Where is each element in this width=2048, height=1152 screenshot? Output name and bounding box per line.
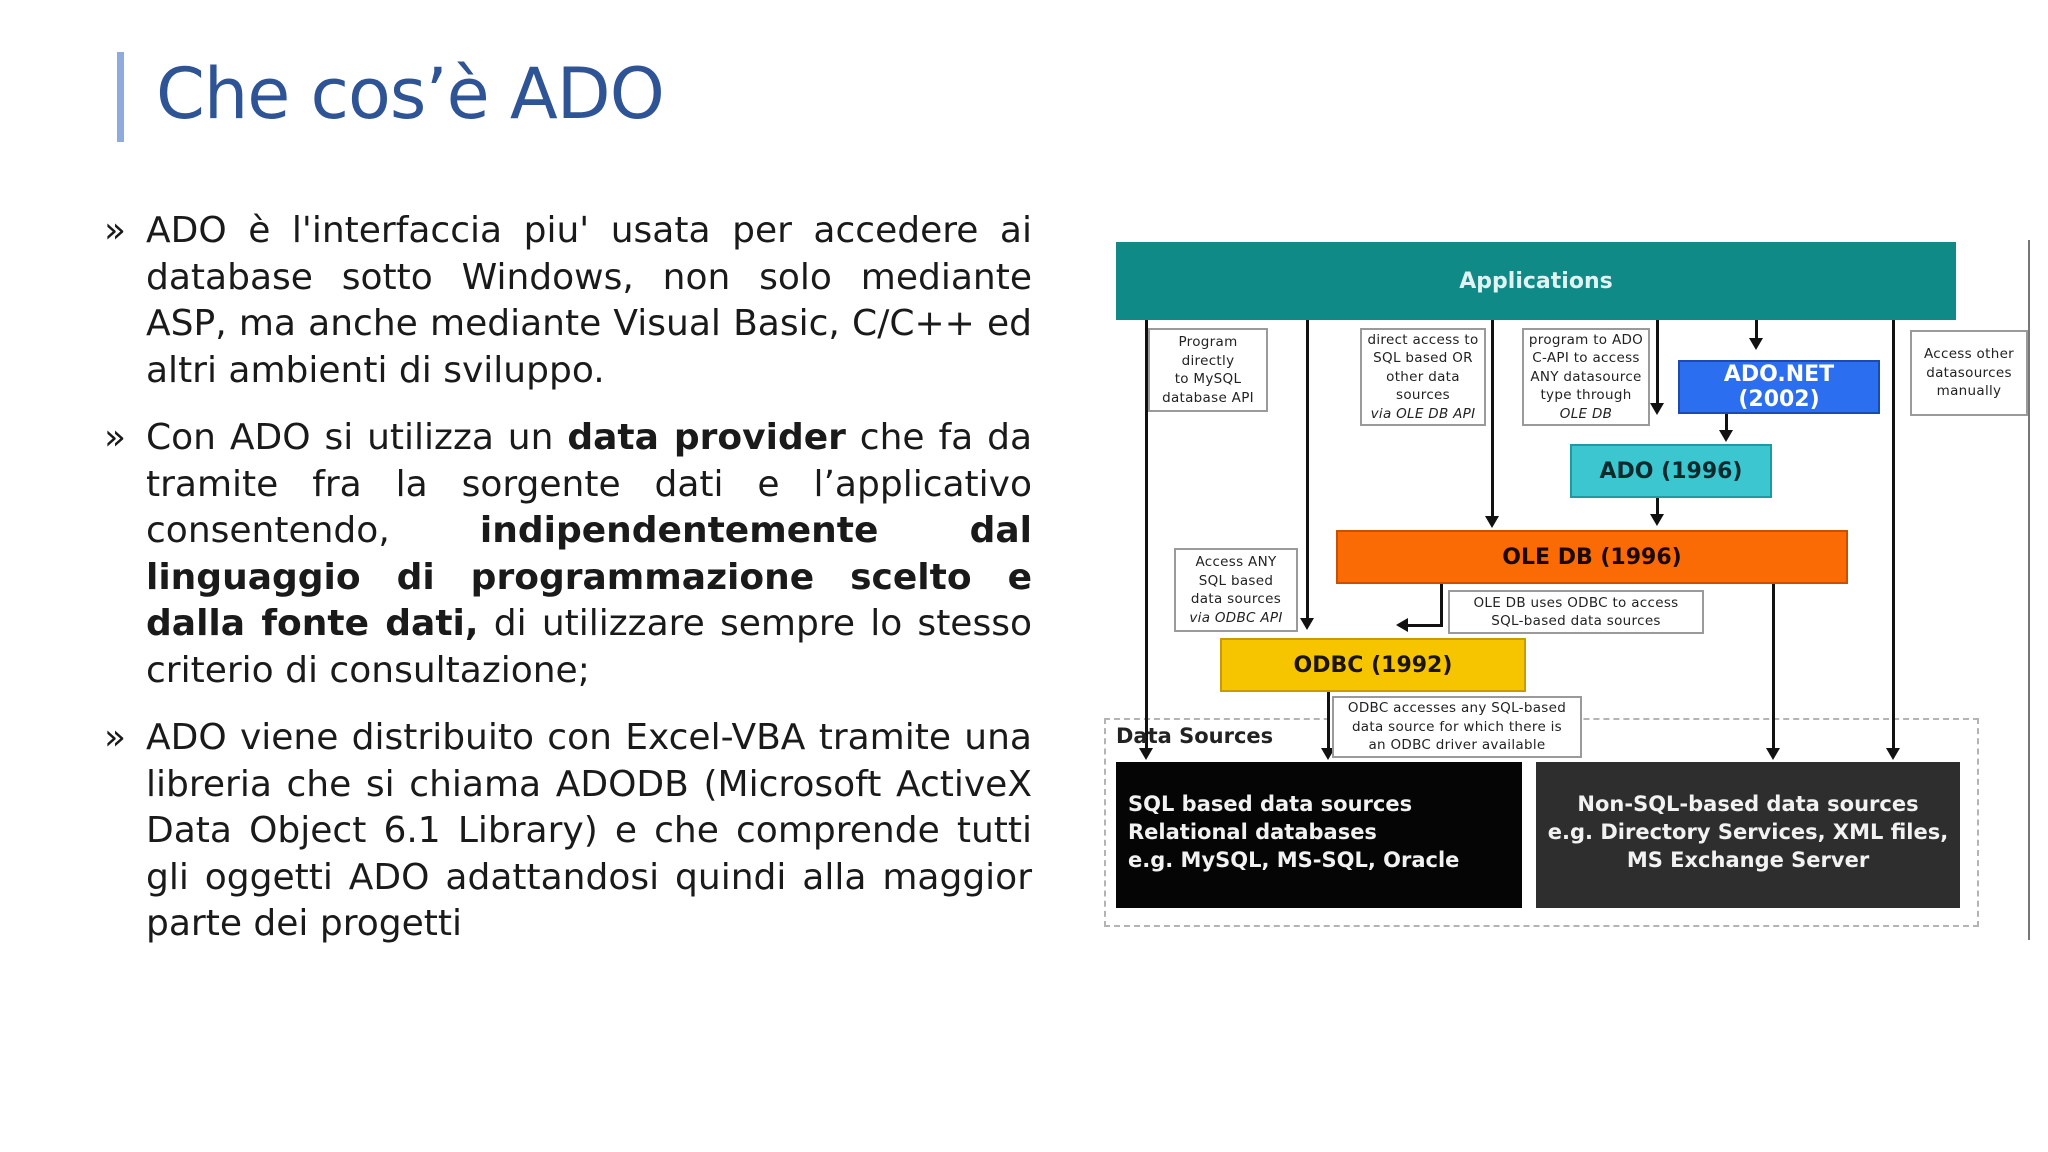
bullet-text: ADO viene distribuito con Excel-VBA tramite una libreria che si chiama ADODB (Microsoft ActiveX Data Object 6.1 Library) e che comprende tutti gli oggetti ADO adattandosi quindi alla maggior parte dei progetti	[146, 717, 1032, 944]
note-line: to MySQL	[1174, 371, 1242, 387]
connector	[1725, 412, 1728, 430]
slide-title: Che cos’è ADO	[156, 53, 664, 135]
arrow-head	[1766, 748, 1780, 760]
nonsql-sources-line: Non-SQL-based data sources	[1577, 792, 1919, 816]
note-program-to-ado	[1522, 328, 1650, 426]
note-line: other data	[1386, 368, 1460, 385]
nonsql-sources-line: e.g. Directory Services, XML files,	[1547, 820, 1949, 844]
note-line: SQL based	[1198, 572, 1274, 589]
ado-architecture-diagram	[1100, 236, 2028, 936]
note-line: ANY datasource	[1530, 368, 1642, 385]
arrow-head	[1650, 514, 1664, 526]
note-mysql-direct	[1148, 328, 1268, 412]
note-line: manually	[1936, 383, 2002, 400]
bullet-text: di utilizzare sempre lo stesso criterio di consultazione;	[146, 603, 1032, 691]
connector	[1491, 316, 1494, 516]
note-access-any-sql	[1174, 548, 1298, 632]
ole-db-box: OLE DB (1996)	[1336, 530, 1848, 584]
ado-net-box: ADO.NET (2002)	[1678, 360, 1880, 414]
note-line: type through	[1540, 387, 1632, 404]
note-line: Access ANY	[1195, 554, 1277, 570]
arrow-head	[1749, 338, 1763, 350]
arrow-head	[1650, 403, 1664, 415]
arrow-head	[1719, 430, 1733, 442]
bullet-item-2	[104, 415, 1032, 694]
sql-sources-line: Relational databases	[1128, 820, 1377, 844]
arrow-head	[1485, 516, 1499, 528]
connector	[1440, 584, 1443, 624]
bullet-item-1	[104, 208, 1032, 394]
bullet-marker: »	[104, 717, 127, 758]
note-line: sources	[1396, 387, 1450, 404]
note-line: program to ADO	[1528, 331, 1644, 348]
sql-data-sources-box	[1116, 762, 1522, 908]
bullet-text: Con ADO si utilizza un	[146, 417, 568, 458]
note-oledb-uses-odbc	[1448, 590, 1704, 634]
note-line: OLE DB uses ODBC to access	[1473, 594, 1679, 611]
note-line: data source for which there is	[1351, 718, 1563, 735]
connector	[1892, 316, 1895, 748]
connector	[1327, 692, 1330, 748]
note-line: SQL based OR	[1373, 350, 1473, 367]
bullet-list	[104, 208, 1032, 969]
note-line: via OLE DB API	[1370, 405, 1476, 422]
bullet-marker: »	[104, 417, 127, 458]
note-line: directly	[1181, 352, 1235, 369]
arrow-head	[1886, 748, 1900, 760]
bullet-text: ADO è l'interfaccia piu' usata per accedere ai database sotto Windows, non solo mediante ASP, ma anche mediante Visual Basic, C/C++ ed altri ambienti di sviluppo.	[146, 210, 1032, 391]
bullet-text-bold: indipendentemente dal linguaggio di programmazione scelto e dalla fonte dati,	[146, 510, 1032, 644]
note-line: direct access to	[1367, 331, 1479, 348]
note-line: OLE DB	[1559, 405, 1613, 422]
note-line: datasources	[1926, 364, 2012, 381]
arrow-head	[1139, 748, 1153, 760]
nonsql-sources-line: MS Exchange Server	[1626, 848, 1870, 872]
applications-box: Applications	[1116, 242, 1956, 320]
image-edge-line	[2028, 240, 2030, 940]
note-direct-access	[1360, 328, 1486, 426]
note-line: SQL-based data sources	[1491, 613, 1661, 629]
note-access-other	[1910, 330, 2028, 416]
sql-sources-line: e.g. MySQL, MS-SQL, Oracle	[1128, 848, 1460, 872]
arrow-head	[1300, 618, 1314, 630]
bullet-item-3	[104, 715, 1032, 948]
note-line: an ODBC driver available	[1368, 737, 1546, 754]
arrow-head-left	[1396, 618, 1408, 632]
title-accent-bar	[117, 52, 124, 142]
connector	[1656, 316, 1659, 403]
connector	[1772, 584, 1775, 748]
bullet-text: che fa da tramite fra la sorgente dati e l’applicativo consentendo,	[146, 417, 1033, 551]
note-odbc-accesses	[1332, 696, 1582, 758]
bullet-marker: »	[104, 210, 127, 251]
note-line: Access other	[1923, 346, 2015, 363]
note-line: data sources	[1190, 591, 1282, 607]
sql-sources-line: SQL based data sources	[1128, 792, 1413, 816]
connector	[1402, 624, 1443, 627]
note-line: Program	[1178, 334, 1238, 350]
note-line: C-API to access	[1532, 350, 1640, 367]
note-line: ODBC accesses any SQL-based	[1347, 700, 1567, 717]
nonsql-data-sources-box	[1536, 762, 1960, 908]
connector	[1306, 316, 1309, 618]
connector	[1656, 498, 1659, 514]
note-line: database API	[1162, 389, 1254, 406]
bullet-text-bold: data provider	[567, 417, 846, 458]
ado-box: ADO (1996)	[1570, 444, 1772, 498]
note-line: via ODBC API	[1189, 609, 1283, 626]
odbc-box: ODBC (1992)	[1220, 638, 1526, 692]
data-sources-label: Data Sources	[1116, 724, 1274, 748]
